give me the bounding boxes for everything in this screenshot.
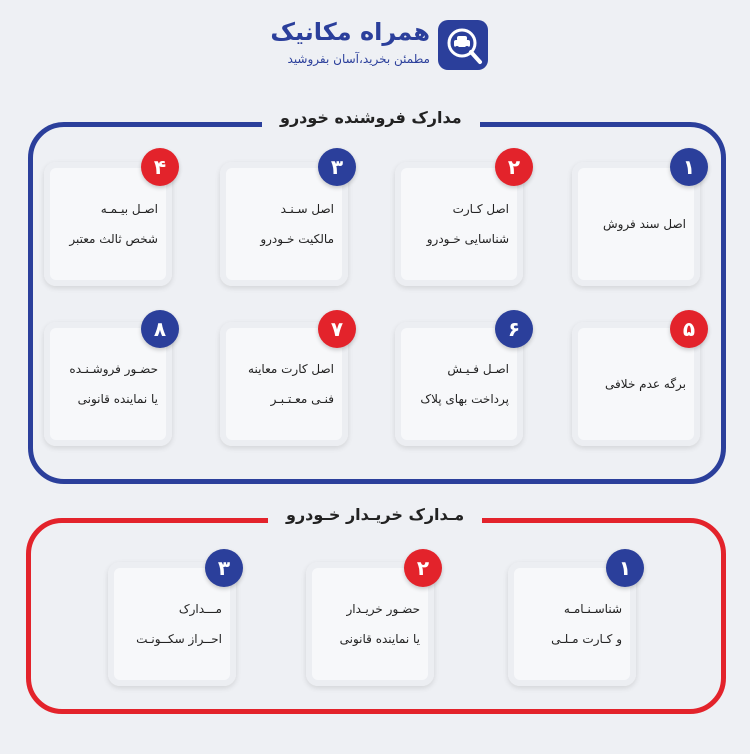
card-line: و کـارت مـلـی — [551, 632, 622, 646]
card-line: یا نماینده قانونی — [339, 632, 420, 646]
buyer-card-2-text — [316, 562, 420, 686]
buyer-card-1-text — [518, 562, 622, 686]
card-line: مالکیت خـودرو — [260, 232, 334, 246]
seller-badge-6: ۶ — [495, 310, 533, 348]
seller-card-1-text — [582, 162, 686, 286]
magnifier-car-icon — [438, 20, 488, 70]
seller-card-3-text — [230, 162, 334, 286]
seller-badge-3: ۳ — [318, 148, 356, 186]
card-line: اصـل بیـمـه — [100, 202, 158, 216]
brand-title: همراه مکانیک — [270, 18, 430, 46]
card-line: شناسایی خـودرو — [426, 232, 509, 246]
seller-badge-2: ۲ — [495, 148, 533, 186]
seller-card-6-text — [405, 322, 509, 446]
buyer-badge-2: ۲ — [404, 549, 442, 587]
seller-card-2-text — [405, 162, 509, 286]
card-line: یا نماینده قانونی — [77, 392, 158, 406]
buyer-section-title: مـدارک خریـدار خـودرو — [268, 503, 482, 527]
card-line: اصل کارت معاینه — [248, 362, 334, 376]
card-line: احــراز سکــونـت — [136, 632, 222, 646]
seller-badge-1: ۱ — [670, 148, 708, 186]
card-line: پرداخت بهای پلاک — [420, 392, 509, 406]
card-line: شخص ثالث معتبر — [69, 232, 158, 246]
seller-card-4-text — [54, 162, 158, 286]
seller-card-8-text — [54, 322, 158, 446]
seller-section-title: مدارک فروشنده خودرو — [262, 106, 480, 130]
seller-badge-4: ۴ — [141, 148, 179, 186]
buyer-badge-3: ۳ — [205, 549, 243, 587]
seller-card-7-text — [230, 322, 334, 446]
seller-badge-5: ۵ — [670, 310, 708, 348]
seller-card-5-text — [582, 322, 686, 446]
card-line: اصل کـارت — [452, 202, 509, 216]
card-line: مـــدارک — [178, 602, 222, 616]
seller-badge-7: ۷ — [318, 310, 356, 348]
buyer-badge-1: ۱ — [606, 549, 644, 587]
card-line: اصـل فـیـش — [447, 362, 509, 376]
card-line: اصل سند فروش — [602, 217, 686, 231]
card-line: شناسـنـامـه — [563, 602, 622, 616]
brand-logo — [268, 18, 490, 76]
card-line: اصل سـنـد — [280, 202, 334, 216]
card-line: فنـی معـتـبـر — [270, 392, 334, 406]
card-line: برگه عدم خلافی — [605, 377, 686, 391]
buyer-card-3-text — [118, 562, 222, 686]
brand-subtitle: مطمئن بخرید،آسان بفروشید — [287, 52, 430, 66]
card-line: حضـور فروشـنـده — [69, 362, 158, 376]
card-line: حضـور خریـدار — [346, 602, 420, 616]
seller-badge-8: ۸ — [141, 310, 179, 348]
